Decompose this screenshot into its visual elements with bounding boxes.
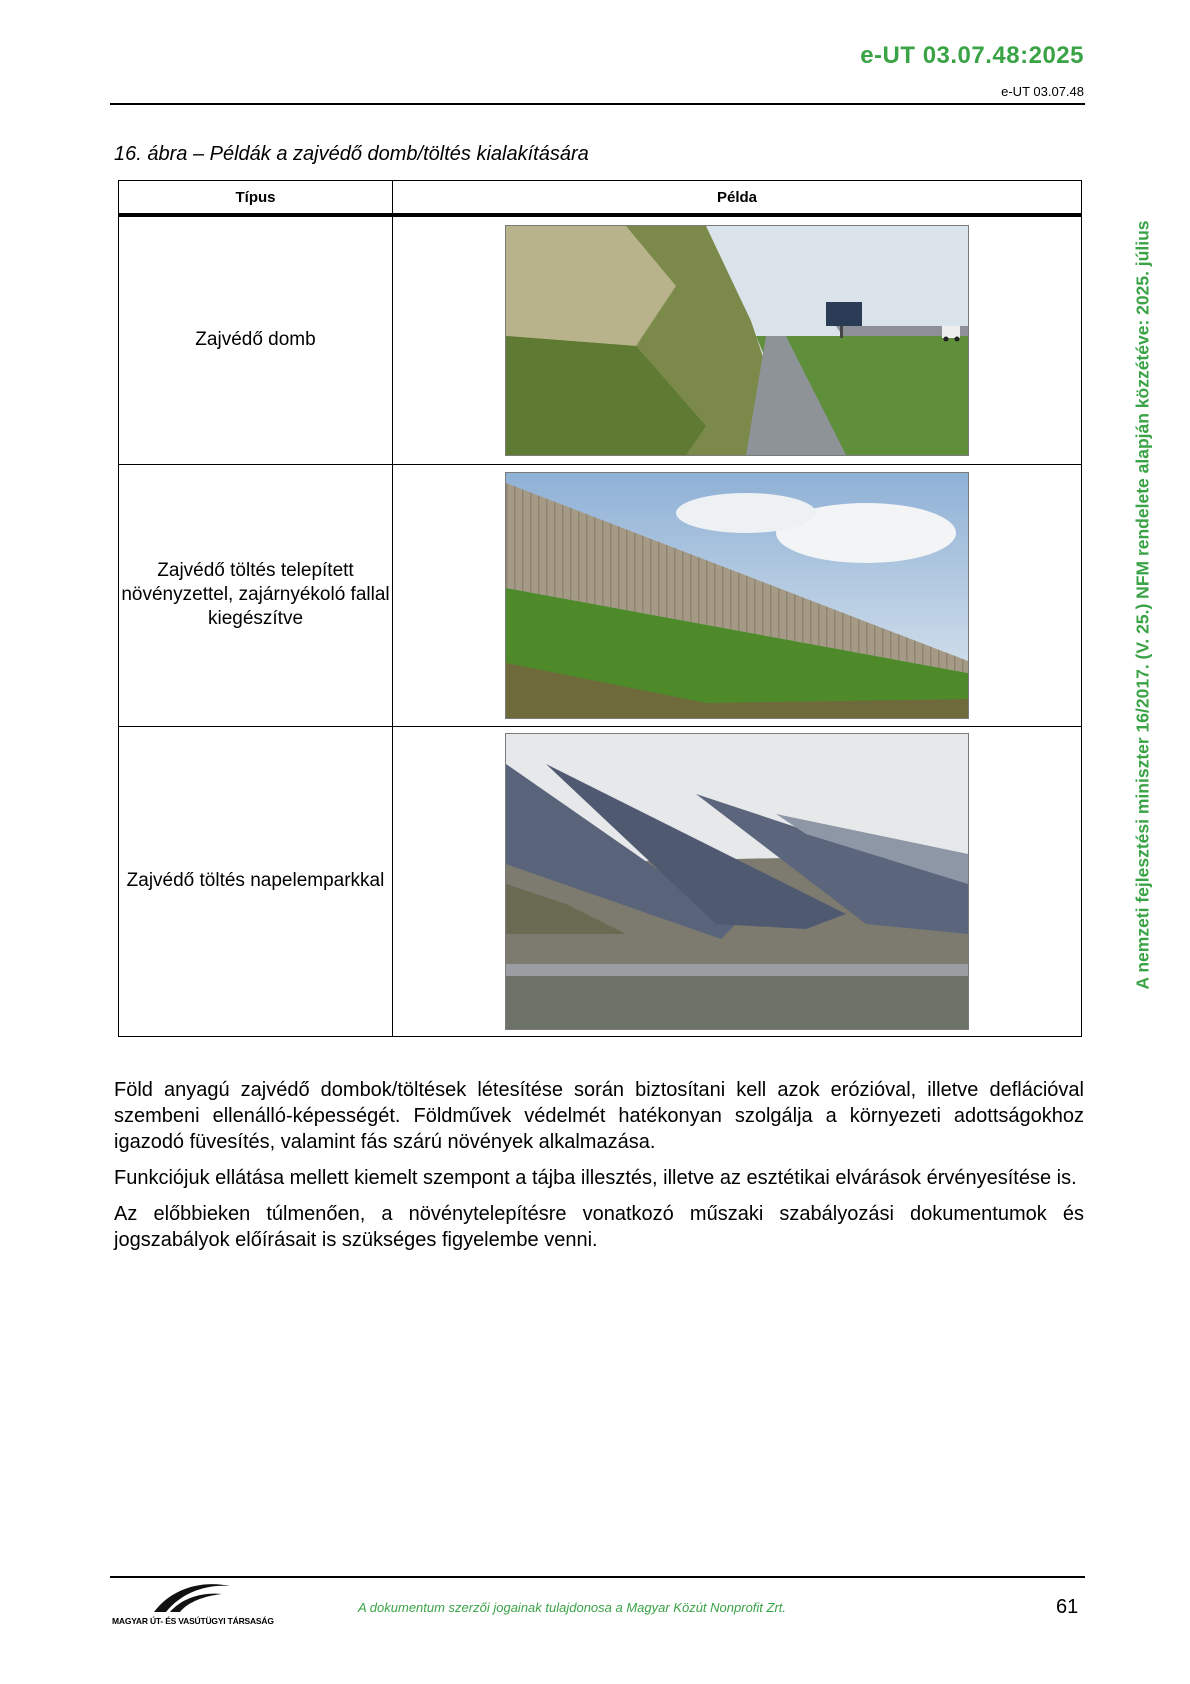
document-code-small: e-UT 03.07.48 <box>1001 84 1084 99</box>
body-text <box>114 1077 1084 1263</box>
figure-caption: 16. ábra – Példák a zajvédő domb/töltés kialakítására <box>114 143 589 165</box>
type-cell: Zajvédő töltés napelemparkkal <box>119 726 393 1036</box>
table-row <box>119 215 1082 464</box>
document-code: e-UT 03.07.48:2025 <box>860 42 1084 69</box>
copyright-notice: A dokumentum szerzői jogainak tulajdonosa a Magyar Közút Nonprofit Zrt. <box>358 1600 787 1615</box>
table-row <box>119 726 1082 1036</box>
column-header-example: Példa <box>393 181 1082 216</box>
header-divider <box>110 103 1085 105</box>
noise-mound-photo <box>505 225 969 456</box>
example-cell <box>393 215 1082 464</box>
solar-embankment-photo <box>505 733 969 1030</box>
society-logo <box>112 1578 274 1630</box>
logo-text: MAGYAR ÚT- ÉS VASÚTÜGYI TÁRSASÁG <box>112 1616 274 1626</box>
page-number: 61 <box>1056 1596 1079 1618</box>
paragraph: Funkciójuk ellátása mellett kiemelt szempont a tájba illesztés, illetve az esztétikai elvárások érvényesítése is. <box>114 1167 1077 1189</box>
side-publication-note <box>1128 160 1158 1050</box>
example-cell <box>393 726 1082 1036</box>
paragraph: Föld anyagú zajvédő dombok/töltések létesítése során biztosítani kell azok erózióval, illetve deflációval szembeni ellenálló-képességét. Földművek védelmét hatékonyan szolgálja a környezeti adottságokhoz igazodó füvesítés, valamint fás szárú növények alkalmazása. <box>114 1079 1084 1153</box>
column-header-type: Típus <box>119 181 393 216</box>
noise-wall-embankment-photo <box>505 472 969 719</box>
side-note-text: A nemzeti fejlesztési miniszter 16/2017. (V. 25.) NFM rendelete alapján közzétéve: 2025. július <box>1132 220 1153 990</box>
paragraph: Az előbbieken túlmenően, a növénytelepítésre vonatkozó műszaki szabályozási dokumentumok és jogszabályok előírásait is szükséges figyelembe venni. <box>114 1203 1084 1251</box>
type-cell: Zajvédő töltés telepített növényzettel, zajárnyékoló fallal kiegészítve <box>119 464 393 726</box>
type-cell: Zajvédő domb <box>119 215 393 464</box>
example-cell <box>393 464 1082 726</box>
figure-table <box>118 180 1082 1037</box>
table-row <box>119 464 1082 726</box>
logo-swoosh-icon <box>152 1578 232 1614</box>
